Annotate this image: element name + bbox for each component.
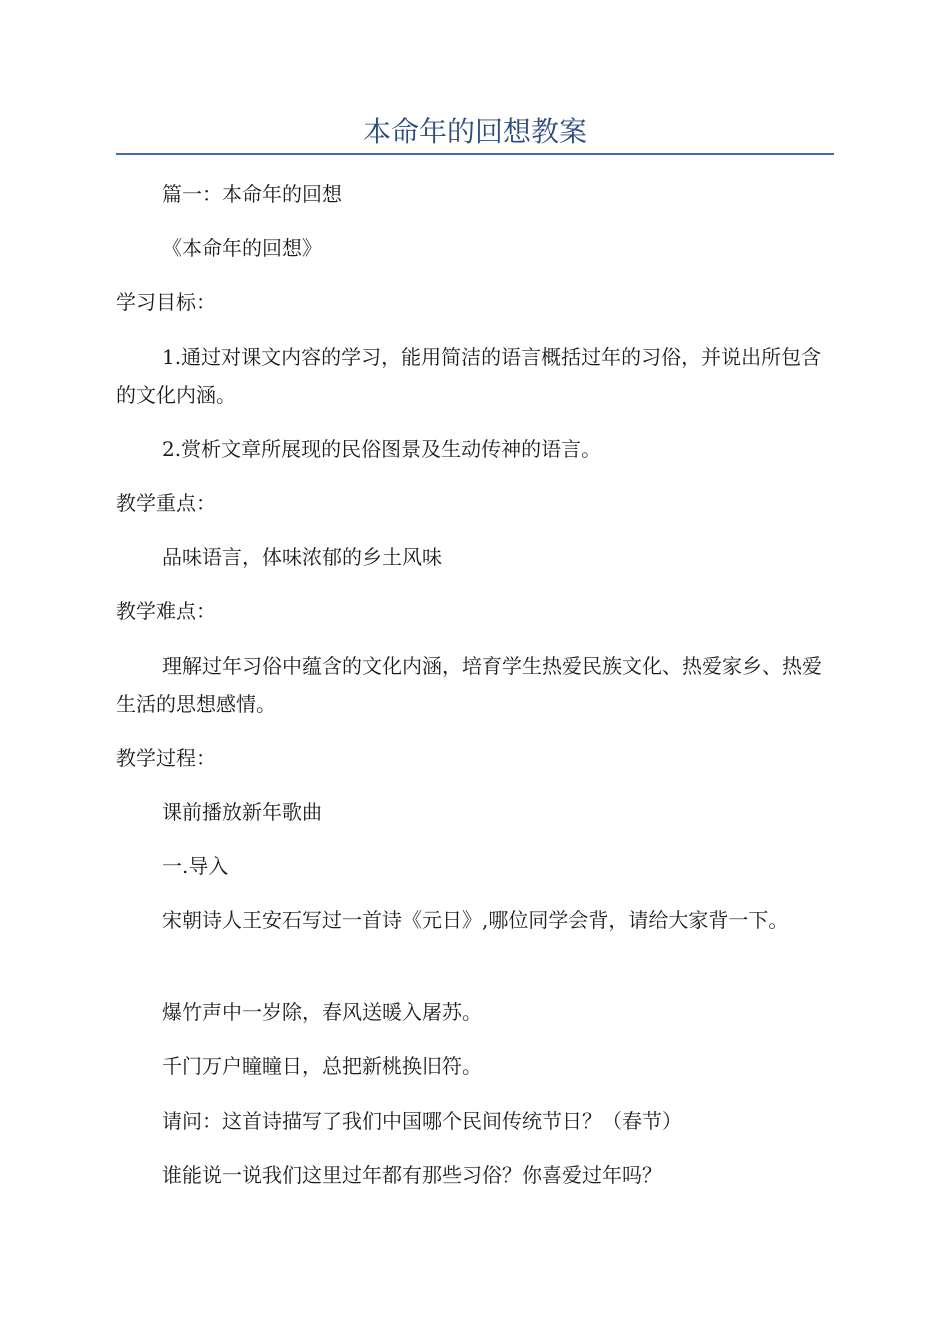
label-learning-objectives: 学习目标：: [116, 290, 216, 314]
lesson-title: 《本命年的回想》: [162, 236, 322, 260]
page-title: 本命年的回想教案: [362, 115, 587, 148]
section-heading: 篇一：本命年的回想: [162, 182, 342, 206]
difficulties-text: 理解过年习俗中蕴含的文化内涵，培育学生热爱民族文化、热爱家乡、热爱生活的思想感情。: [116, 654, 822, 716]
label-key-points: 教学重点：: [116, 491, 216, 515]
question-festival: 请问：这首诗描写了我们中国哪个民间传统节日？（春节）: [162, 1109, 682, 1133]
poem-line-1: 爆竹声中一岁除，春风送暖入屠苏。: [162, 1000, 482, 1024]
key-points-text: 品味语言，体味浓郁的乡土风味: [162, 545, 442, 569]
process-step-intro: 一.导入: [162, 854, 229, 878]
intro-question: 宋朝诗人王安石写过一首诗《元日》,哪位同学会背，请给大家背一下。: [162, 908, 789, 932]
objective-1: 1.通过对课文内容的学习，能用简洁的语言概括过年的习俗，并说出所包含的文化内涵。: [116, 345, 822, 407]
label-difficulties: 教学难点：: [116, 599, 216, 623]
process-step-music: 课前播放新年歌曲: [162, 800, 322, 824]
objective-2: 2.赏析文章所展现的民俗图景及生动传神的语言。: [162, 437, 602, 461]
title-underline: [116, 153, 834, 155]
poem-line-2: 千门万户瞳瞳日，总把新桃换旧符。: [162, 1054, 482, 1078]
question-customs: 谁能说一说我们这里过年都有那些习俗？你喜爱过年吗？: [162, 1163, 662, 1187]
label-teaching-process: 教学过程：: [116, 746, 216, 770]
